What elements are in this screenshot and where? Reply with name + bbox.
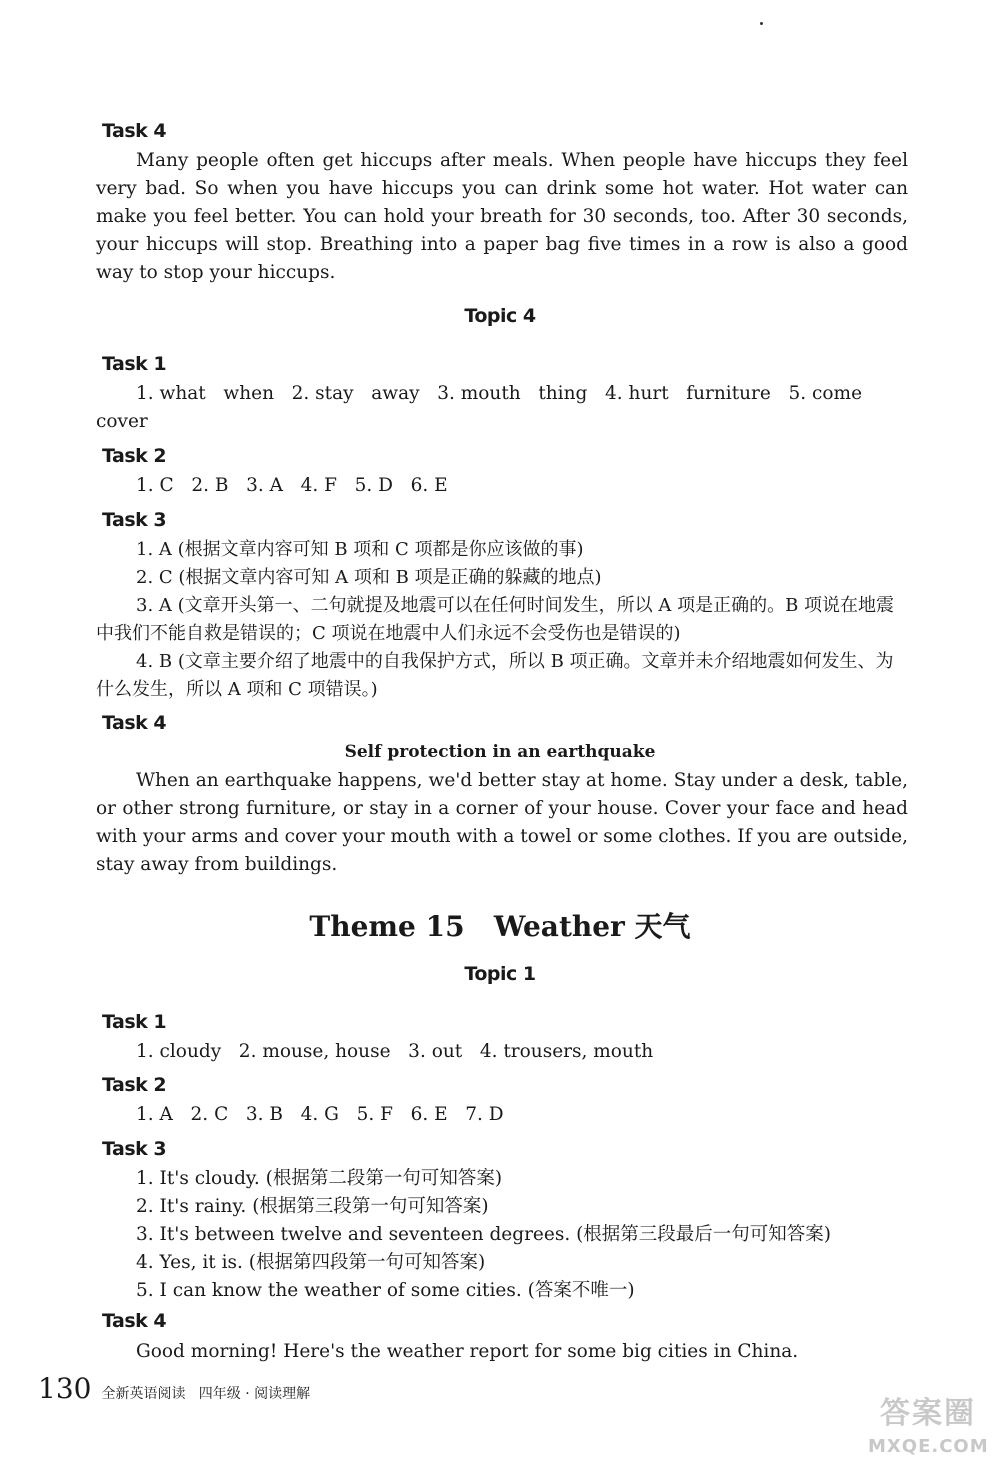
topic-heading: Topic 1 [464, 963, 536, 985]
page-number: 130 [38, 1372, 92, 1405]
task1-answers: 1. cloudy 2. mouse, house 3. out 4. trousers, mouth [136, 1041, 654, 1062]
watermark-url: MXQE.COM [868, 1436, 989, 1457]
task-heading: Task 1 [102, 353, 167, 375]
task-heading: Task 4 [102, 712, 167, 734]
task3-item: 3. A (文章开头第一、二句就提及地震可以在任何时间发生，所以 A 项是正确的。B 项说在地震中我们不能自救是错误的；C 项说在地震中人们永远不会受伤也是错误的) [96, 595, 895, 644]
task1-answers-continued: cover [96, 411, 148, 432]
task2-answers: 1. A 2. C 3. B 4. G 5. F 6. E 7. D [136, 1104, 504, 1125]
task3-item: 5. I can know the weather of some cities. (答案不唯一) [136, 1280, 635, 1301]
task3-item: 3. It's between twelve and seventeen degrees. (根据第三段最后一句可知答案) [136, 1224, 832, 1245]
task4-paragraph: Many people often get hiccups after meals. When people have hiccups they feel very bad. So when you have hiccups you can drink some hot water. Hot water can make you feel better. You can hold your breath for 30 seconds, too. After 30 seconds, your hiccups will stop. Breathing into a paper bag five times in a row is also a good way to stop your hiccups. [96, 150, 908, 283]
task-heading: Task 4 [102, 1310, 167, 1332]
task-heading: Task 4 [102, 120, 167, 142]
page-footer [38, 1372, 310, 1405]
theme-title: Theme 15 Weather 天气 [309, 910, 691, 943]
task3-item: 4. Yes, it is. (根据第四段第一句可知答案) [136, 1252, 486, 1273]
passage-title: Self protection in an earthquake [344, 742, 656, 762]
task-heading: Task 3 [102, 1138, 167, 1160]
book-title: 全新英语阅读 四年级 · 阅读理解 [101, 1386, 311, 1402]
task2-answers: 1. C 2. B 3. A 4. F 5. D 6. E [136, 475, 448, 496]
task-heading: Task 2 [102, 445, 167, 467]
task3-item: 4. B (文章主要介绍了地震中的自我保护方式，所以 B 项正确。文章并未介绍地震如何发生、为什么发生，所以 A 项和 C 项错误。) [96, 651, 894, 700]
decorative-dot [760, 22, 763, 25]
topic-heading: Topic 4 [464, 305, 536, 327]
task-heading: Task 1 [102, 1011, 167, 1033]
task3-item: 1. It's cloudy. (根据第二段第一句可知答案) [136, 1168, 503, 1189]
watermark-logo [868, 1392, 988, 1470]
task1-answers: 1. what when 2. stay away 3. mouth thing 4. hurt furniture 5. come [136, 383, 863, 404]
task3-item: 1. A (根据文章内容可知 B 项和 C 项都是你应该做的事) [136, 539, 584, 560]
task4-paragraph: Good morning! Here's the weather report for some big cities in China. [136, 1341, 799, 1362]
task4-paragraph: When an earthquake happens, we'd better stay at home. Stay under a desk, table, or other strong furniture, or stay in a corner of your house. Cover your face and head with your arms and cover your mouth with a towel or some clothes. If you are outside, stay away from buildings. [96, 770, 908, 875]
task3-item: 2. C (根据文章内容可知 A 项和 B 项是正确的躲藏的地点) [136, 567, 602, 588]
task-heading: Task 3 [102, 509, 167, 531]
task-heading: Task 2 [102, 1074, 167, 1096]
task3-item: 2. It's rainy. (根据第三段第一句可知答案) [136, 1196, 489, 1217]
watermark-text: 答案圈 [880, 1396, 976, 1431]
